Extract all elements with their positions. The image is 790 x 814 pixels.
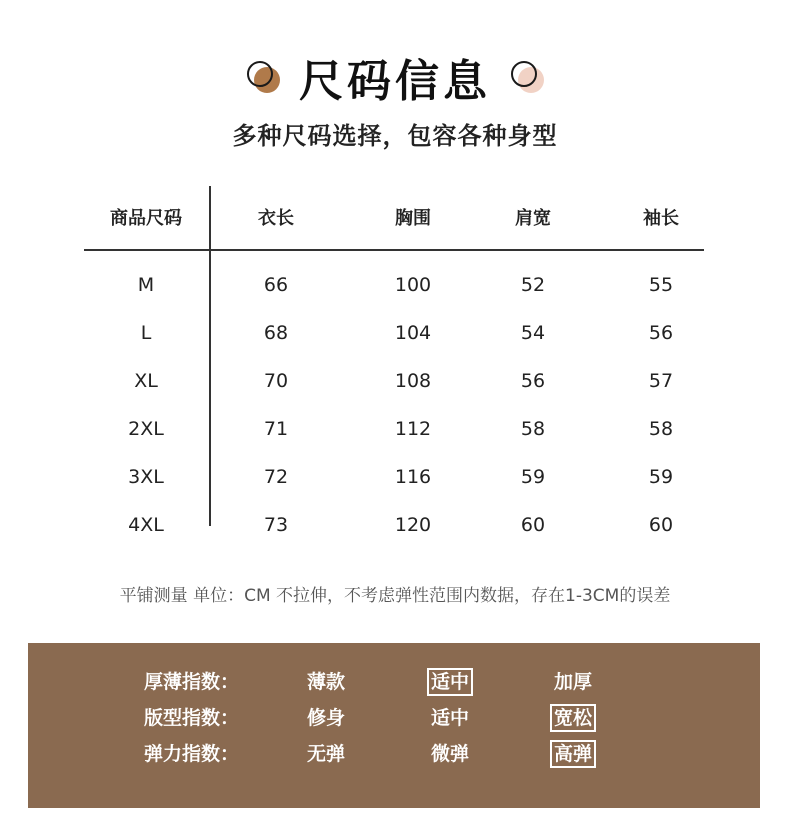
measurement-cell: 120 <box>394 514 432 536</box>
measurement-cell: 58 <box>520 418 546 440</box>
index-option: 修身 <box>306 707 346 729</box>
index-option-selected: 适中 <box>427 668 473 696</box>
measurement-cell: 108 <box>394 370 432 392</box>
page-title: 尺码信息 <box>299 56 491 107</box>
measurement-note: 平铺测量 单位：CM 不拉伸，不考虑弹性范围内数据，存在1-3CM的误差 <box>119 586 671 606</box>
table-header-cell: 袖长 <box>643 208 679 229</box>
index-option: 薄款 <box>306 671 346 693</box>
table-header-cell: 胸围 <box>395 208 431 229</box>
size-label-cell: XL <box>134 370 158 392</box>
measurement-cell: 73 <box>263 514 289 536</box>
measurement-cell: 56 <box>648 322 674 344</box>
measurement-cell: 58 <box>648 418 674 440</box>
measurement-cell: 66 <box>263 274 289 296</box>
table-header-divider <box>84 249 704 251</box>
measurement-cell: 72 <box>263 466 289 488</box>
size-label-cell: 3XL <box>128 466 164 488</box>
index-label: 厚薄指数： <box>144 671 240 693</box>
size-label-cell: M <box>137 274 155 296</box>
size-label-cell: L <box>140 322 152 344</box>
measurement-cell: 59 <box>648 466 674 488</box>
measurement-cell: 55 <box>648 274 674 296</box>
table-vertical-divider <box>209 186 211 526</box>
index-label: 版型指数： <box>144 707 240 729</box>
size-label-cell: 2XL <box>128 418 164 440</box>
subtitle: 多种尺码选择，包容各种身型 <box>232 122 558 150</box>
index-option-selected: 高弹 <box>550 740 596 768</box>
measurement-cell: 68 <box>263 322 289 344</box>
measurement-cell: 54 <box>520 322 546 344</box>
decorative-circle-icon-left <box>245 59 281 95</box>
measurement-cell: 70 <box>263 370 289 392</box>
index-option: 无弹 <box>306 743 346 765</box>
size-label-cell: 4XL <box>128 514 164 536</box>
table-header-cell: 衣长 <box>258 208 294 229</box>
index-label: 弹力指数： <box>144 743 240 765</box>
index-option-selected: 宽松 <box>550 704 596 732</box>
measurement-cell: 52 <box>520 274 546 296</box>
measurement-cell: 100 <box>394 274 432 296</box>
table-header-cell: 肩宽 <box>515 208 551 229</box>
decorative-circle-icon-right <box>509 59 545 95</box>
size-table <box>84 186 704 536</box>
measurement-cell: 60 <box>520 514 546 536</box>
index-option: 适中 <box>430 707 470 729</box>
measurement-cell: 56 <box>520 370 546 392</box>
measurement-cell: 60 <box>648 514 674 536</box>
fabric-index-panel <box>28 643 760 808</box>
measurement-cell: 71 <box>263 418 289 440</box>
section-title <box>0 46 790 108</box>
measurement-cell: 57 <box>648 370 674 392</box>
table-header-cell: 商品尺码 <box>110 208 182 229</box>
measurement-cell: 112 <box>394 418 432 440</box>
index-option: 微弹 <box>430 743 470 765</box>
measurement-cell: 59 <box>520 466 546 488</box>
measurement-cell: 104 <box>394 322 432 344</box>
index-option: 加厚 <box>553 671 593 693</box>
measurement-cell: 116 <box>394 466 432 488</box>
